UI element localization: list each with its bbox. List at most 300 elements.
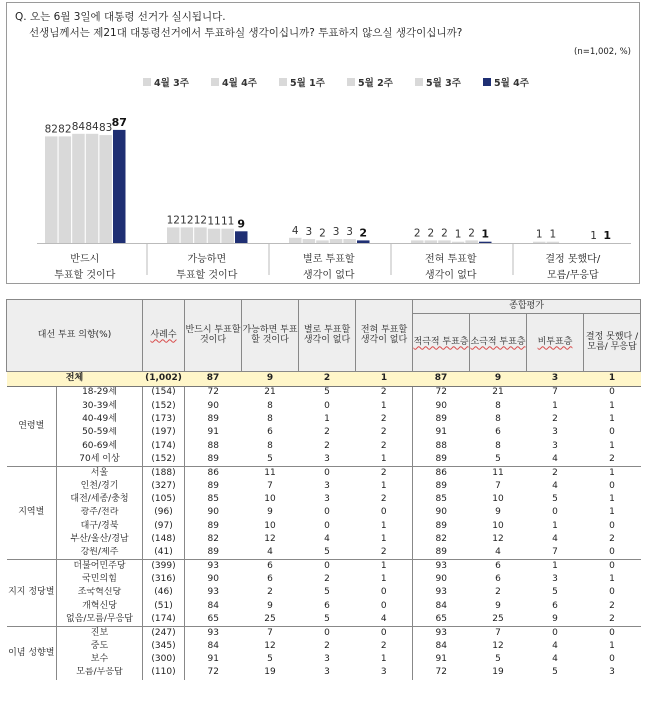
cell-value: 3 [609, 667, 615, 678]
cell-value: 82 [185, 533, 242, 546]
table-row [7, 400, 641, 413]
cell-value: 90 [413, 573, 470, 586]
cell-value: 9 [267, 600, 273, 611]
table-row [7, 533, 641, 546]
col-header-passive-voters-label: 소극적 투표층 [470, 336, 526, 347]
cell-value: 2 [527, 467, 584, 480]
cell-value: 1 [609, 640, 615, 651]
row-label: 50-59세 [82, 427, 117, 438]
cell-value: 72 [185, 667, 242, 680]
cell-value: 2 [609, 453, 615, 464]
row-label: 모름/무응답 [76, 667, 123, 678]
cell-value: 5 [267, 453, 273, 464]
legend-label: 5월 3주 [426, 78, 461, 89]
table-row [7, 493, 641, 506]
row-sample-size: (96) [143, 507, 185, 520]
cell-value: 1 [380, 574, 387, 585]
cell-value: 5 [552, 667, 558, 678]
bar-value-label: 4 [291, 224, 299, 237]
col-header-non-voters-label: 비투표층 [537, 336, 573, 347]
cell-value: 2 [609, 600, 615, 611]
question-line-2: 선생님께서는 제21대 대통령선거에서 투표하실 생각이십니까? 투표하지 않으실 생각이십니까? [29, 27, 463, 39]
legend-swatch [143, 78, 151, 86]
bar [221, 229, 234, 243]
cell-value: 91 [413, 427, 470, 440]
cell-value: 4 [267, 547, 273, 558]
bar-value-label: 1 [590, 230, 597, 242]
bar-value-label: 82 [58, 123, 72, 136]
col-header-possibly: 가능하면 투표할 것이다 [242, 300, 299, 372]
row-label: 더불어민주당 [57, 560, 143, 573]
cell-value: 89 [185, 520, 242, 533]
cell-value: 1 [380, 534, 387, 544]
table-row [7, 413, 641, 426]
col-header-non-voters [527, 314, 584, 372]
bar [235, 231, 248, 243]
cell-value: 3 [552, 574, 558, 585]
row-label: 개혁신당 [82, 600, 117, 611]
cell-value: 19 [492, 667, 504, 678]
cell-value: 7 [552, 547, 558, 558]
cell-value: 89 [185, 547, 242, 560]
legend-label: 5월 4주 [494, 78, 529, 89]
cell-value: 1 [356, 560, 413, 573]
bar [167, 227, 180, 243]
row-sample-size: (152) [143, 400, 185, 413]
sample-size-header-label: 사례수 [150, 329, 177, 340]
row-sample-size: (399) [143, 560, 185, 573]
cell-value: 6 [470, 560, 527, 573]
bar-value-label: 2 [468, 227, 475, 240]
bar [181, 227, 194, 243]
cell-value: 5 [552, 587, 558, 598]
cell-value: 1 [609, 493, 615, 504]
row-sample-size: (327) [143, 480, 185, 493]
cell-value: 0 [584, 560, 641, 573]
cell-value: 0 [552, 507, 558, 518]
total-sample: (1,002) [143, 372, 185, 387]
cell-value: 0 [584, 627, 641, 640]
row-label: 없음/모름/무응답 [66, 613, 133, 624]
bar-value-label: 87 [111, 115, 127, 129]
cell-value: 0 [609, 587, 615, 598]
category-label: 전혀 투표할 [425, 254, 477, 265]
cell-value: 2 [552, 413, 558, 424]
cell-value: 21 [242, 387, 299, 400]
cell-value: 84 [413, 640, 470, 653]
cell-value: 5 [495, 654, 501, 665]
row-label: 국민의힘 [82, 574, 117, 585]
cell-value: 10 [264, 493, 276, 504]
legend-swatch [415, 78, 423, 86]
cell-value: 3 [324, 667, 330, 678]
bar [452, 242, 465, 243]
row-label: 부산/울산/경남 [70, 534, 129, 544]
row-sample-size: (51) [143, 600, 185, 613]
row-sample-size: (154) [143, 387, 185, 400]
bar [208, 229, 221, 243]
row-sample-size: (188) [143, 467, 185, 480]
legend-label: 4월 4주 [222, 78, 257, 89]
category-label: 투표할 것이다 [176, 270, 238, 281]
cell-value: 6 [495, 574, 501, 585]
cell-value: 89 [413, 413, 470, 426]
table-row [7, 427, 641, 440]
category-label: 모름/무응답 [546, 270, 599, 281]
cell-value: 3 [324, 453, 330, 464]
cell-value: 86 [413, 467, 470, 480]
cell-value: 4 [495, 547, 501, 558]
bar-chart [7, 3, 641, 285]
cell-value: 1 [380, 520, 387, 531]
cell-value: 8 [495, 400, 501, 411]
cell-value: 2 [324, 640, 330, 651]
cell-value: 10 [492, 493, 504, 504]
sample-size-note: (n=1,002, %) [574, 47, 631, 57]
cell-value: 0 [609, 654, 615, 665]
cell-value: 90 [185, 507, 242, 520]
col-header-active-voters [413, 314, 470, 372]
cell-value: 6 [267, 427, 273, 438]
cell-value: 3 [380, 667, 387, 678]
cell-value: 4 [380, 613, 387, 624]
row-label: 강원/제주 [80, 547, 119, 558]
row-label: 서울 [57, 467, 143, 480]
row-sample-size: (300) [143, 653, 185, 666]
cell-value: 8 [495, 440, 501, 451]
row-sample-size: (197) [143, 427, 185, 440]
bar-value-label: 1 [535, 228, 543, 241]
cell-value: 5 [324, 613, 330, 624]
row-sample-size: (316) [143, 573, 185, 586]
cell-value: 89 [413, 547, 470, 560]
cell-value: 0 [324, 507, 330, 518]
cell-value: 1 [380, 480, 387, 491]
bar-value-label: 3 [332, 226, 340, 239]
cell-value: 2 [324, 574, 330, 585]
bar [357, 240, 370, 243]
cell-value: 5 [552, 493, 558, 504]
table-title-header: 대선 투표 의향(%) [7, 300, 143, 372]
cell-value: 4 [324, 534, 330, 544]
bar-value-label: 3 [305, 226, 313, 239]
cell-value: 0 [609, 547, 615, 558]
cell-value: 2 [380, 547, 387, 558]
table-row [7, 520, 641, 533]
cell-value: 1 [609, 574, 615, 585]
row-sample-size: (46) [143, 587, 185, 600]
cell-value: 65 [413, 613, 470, 626]
cell-value: 88 [413, 440, 470, 453]
col-header-definitely: 반드시 투표할 것이다 [185, 300, 242, 372]
cell-value: 0 [609, 520, 615, 531]
cell-value: 7 [242, 627, 299, 640]
cell-value: 6 [324, 600, 330, 611]
cell-value: 89 [185, 453, 242, 466]
cell-value: 3 [324, 480, 330, 491]
bar-value-label: 2 [427, 227, 435, 240]
row-sample-size: (105) [143, 493, 185, 506]
category-label: 생각이 없다 [303, 270, 355, 281]
cell-value: 84 [413, 600, 470, 613]
cell-value: 0 [380, 587, 387, 598]
total-value: 1 [356, 372, 413, 387]
cell-value: 72 [185, 387, 242, 400]
cell-value: 2 [356, 467, 413, 480]
bar-value-label: 12 [166, 214, 180, 227]
bar [289, 238, 302, 243]
cell-value: 5 [324, 587, 330, 598]
category-label: 결정 못했다/ [545, 254, 601, 265]
cell-value: 82 [413, 533, 470, 546]
cell-value: 12 [492, 640, 504, 651]
cell-value: 2 [267, 587, 273, 598]
legend-swatch [347, 78, 355, 86]
total-value: 87 [185, 372, 242, 387]
legend-swatch [279, 78, 287, 86]
table-row [7, 440, 641, 453]
row-sample-size: (247) [143, 627, 185, 640]
row-label: 중도 [90, 640, 109, 651]
row-sample-size: (173) [143, 413, 185, 426]
category-label: 가능하면 [187, 254, 227, 265]
legend-label: 5월 2주 [358, 78, 393, 89]
row-label: 조국혁신당 [77, 587, 122, 598]
row-sample-size: (345) [143, 640, 185, 653]
cell-value: 10 [264, 520, 276, 531]
cell-value: 21 [470, 387, 527, 400]
cell-value: 72 [413, 667, 470, 680]
cell-value: 90 [413, 507, 470, 520]
bar [438, 240, 451, 243]
table-row [7, 507, 641, 520]
bar [411, 240, 424, 243]
cell-value: 2 [380, 493, 387, 504]
table-row [7, 467, 641, 480]
total-value: 1 [584, 372, 641, 387]
cell-value: 1 [552, 400, 558, 411]
bar-value-label: 3 [346, 226, 353, 239]
cell-value: 4 [552, 453, 558, 464]
col-header-not-at-all: 전혀 투표할 생각이 없다 [356, 300, 413, 372]
cell-value: 0 [356, 627, 413, 640]
row-label: 보수 [90, 654, 109, 665]
bar [547, 242, 560, 243]
cell-value: 5 [324, 547, 330, 558]
row-label: 진보 [57, 627, 143, 640]
cell-value: 12 [492, 534, 504, 544]
cell-value: 6 [552, 600, 558, 611]
bar-value-label: 1 [603, 229, 612, 242]
cell-value: 11 [242, 467, 299, 480]
bar [59, 136, 72, 243]
cell-value: 2 [324, 440, 330, 451]
cell-value: 91 [413, 653, 470, 666]
row-label: 인천/경기 [80, 480, 119, 491]
cell-value: 65 [185, 613, 242, 626]
question-line-1: Q. 오는 6월 3일에 대통령 선거가 실시됩니다. [15, 11, 226, 23]
cell-value: 9 [495, 507, 501, 518]
cell-value: 8 [267, 400, 273, 411]
category-label: 생각이 없다 [425, 270, 477, 281]
cell-value: 0 [299, 467, 356, 480]
cell-value: 89 [185, 480, 242, 493]
cell-value: 1 [609, 400, 615, 411]
cell-value: 2 [324, 427, 330, 438]
cell-value: 0 [380, 507, 387, 518]
crosstab-table [6, 299, 641, 680]
cell-value: 0 [299, 627, 356, 640]
cell-value: 1 [380, 654, 387, 665]
legend-swatch [483, 78, 491, 86]
total-value: 2 [299, 372, 356, 387]
cell-value: 85 [413, 493, 470, 506]
cell-value: 4 [552, 480, 558, 491]
cell-value: 2 [380, 427, 387, 438]
table-row [7, 653, 641, 666]
row-label: 대전/세종/충청 [70, 493, 129, 504]
cell-value: 7 [495, 480, 501, 491]
row-label: 18-29세 [57, 387, 143, 400]
cell-value: 25 [264, 613, 276, 624]
category-label: 별로 투표할 [303, 254, 355, 265]
bar [533, 242, 546, 243]
cell-value: 5 [299, 387, 356, 400]
bar-value-label: 1 [549, 228, 557, 241]
cell-value: 2 [495, 587, 501, 598]
bar [194, 227, 207, 243]
row-label: 30-39세 [82, 400, 117, 411]
cell-value: 1 [552, 520, 558, 531]
cell-value: 72 [413, 387, 470, 400]
table-row [7, 560, 641, 573]
table-row [7, 387, 641, 400]
cell-value: 0 [584, 387, 641, 400]
bar-value-label: 2 [359, 226, 368, 240]
bar [113, 130, 126, 243]
table-row [7, 547, 641, 560]
table-row [7, 453, 641, 466]
cell-value: 89 [413, 453, 470, 466]
cell-value: 11 [470, 467, 527, 480]
bar-value-label: 2 [319, 227, 326, 240]
row-sample-size: (148) [143, 533, 185, 546]
cell-value: 1 [527, 560, 584, 573]
cell-value: 93 [185, 627, 242, 640]
cell-value: 1 [584, 467, 641, 480]
total-label: 전체 [7, 372, 143, 387]
total-value: 87 [413, 372, 470, 387]
crosstab-table-wrap [6, 299, 640, 680]
cell-value: 1 [609, 413, 615, 424]
cell-value: 10 [492, 520, 504, 531]
bar [425, 240, 438, 243]
cell-value: 7 [527, 387, 584, 400]
cell-value: 2 [380, 413, 387, 424]
bar-value-label: 12 [193, 214, 208, 227]
cell-value: 5 [267, 654, 273, 665]
col-header-undecided: 결정 못했다 /모름/ 무응답 [584, 314, 641, 372]
row-sample-size: (97) [143, 520, 185, 533]
row-label: 40-49세 [82, 413, 117, 424]
group-label: 지지 정당별 [7, 560, 57, 627]
category-label: 반드시 [70, 254, 100, 265]
bar-value-label: 84 [85, 120, 99, 133]
cell-value: 93 [413, 560, 470, 573]
cell-value: 25 [492, 613, 504, 624]
cell-value: 93 [413, 587, 470, 600]
table-row [7, 627, 641, 640]
bar [86, 134, 99, 243]
row-sample-size: (152) [143, 453, 185, 466]
bar [316, 240, 329, 243]
cell-value: 7 [470, 627, 527, 640]
bar-value-label: 12 [180, 214, 194, 227]
table-row [7, 613, 641, 626]
bar-value-label: 1 [454, 228, 462, 241]
category-label: 투표할 것이다 [54, 270, 116, 281]
cell-value: 93 [185, 587, 242, 600]
cell-value: 1 [609, 507, 615, 518]
cell-value: 9 [267, 507, 273, 518]
cell-value: 8 [495, 413, 501, 424]
table-row [7, 640, 641, 653]
cell-value: 4 [552, 640, 558, 651]
total-value: 3 [527, 372, 584, 387]
row-sample-size: (41) [143, 547, 185, 560]
bar-value-label: 1 [481, 227, 490, 241]
legend-swatch [211, 78, 219, 86]
cell-value: 90 [185, 573, 242, 586]
cell-value: 6 [242, 560, 299, 573]
cell-value: 93 [185, 560, 242, 573]
cell-value: 89 [185, 413, 242, 426]
cell-value: 6 [495, 427, 501, 438]
cell-value: 89 [413, 520, 470, 533]
table-row [7, 480, 641, 493]
col-header-active-voters-label: 적극적 투표층 [413, 336, 469, 347]
bar [99, 135, 112, 243]
legend-label: 5월 1주 [290, 78, 325, 89]
cell-value: 8 [267, 413, 273, 424]
cell-value: 1 [380, 400, 387, 411]
cell-value: 1 [324, 413, 330, 424]
bar [303, 239, 316, 243]
row-sample-size: (174) [143, 440, 185, 453]
total-value: 9 [242, 372, 299, 387]
cell-value: 84 [185, 640, 242, 653]
cell-value: 0 [527, 627, 584, 640]
row-label: 70세 이상 [79, 453, 120, 464]
cell-value: 6 [267, 574, 273, 585]
cell-value: 88 [185, 440, 242, 453]
cell-value: 2 [356, 387, 413, 400]
cell-value: 3 [552, 440, 558, 451]
bar [343, 239, 356, 243]
cell-value: 9 [495, 600, 501, 611]
bar [479, 242, 492, 243]
chart-panel [6, 2, 640, 284]
bar [330, 239, 343, 243]
summary-group-header: 종합평가 [413, 300, 641, 314]
cell-value: 89 [413, 480, 470, 493]
bar [45, 136, 58, 243]
table-body [7, 372, 641, 681]
cell-value: 0 [299, 560, 356, 573]
cell-value: 4 [552, 534, 558, 544]
group-label: 지역별 [7, 467, 57, 560]
cell-value: 86 [185, 467, 242, 480]
